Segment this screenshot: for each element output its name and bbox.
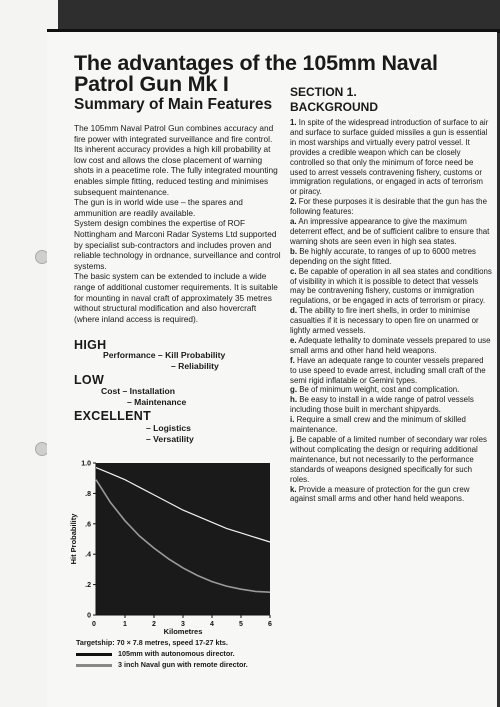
x-tick-label: 2 xyxy=(152,621,156,628)
background-paragraph xyxy=(290,415,492,435)
lead-paragraph: The basic system can be extended to include a wide range of additional customer requirements. It is suitable for mounting in naval craft of approximately 35 metres without structural modification and also hovercraft (where inland access is required). xyxy=(74,271,278,324)
background-paragraph xyxy=(290,356,492,386)
paragraph-text: Have an adequate range to counter vessels prepared to use speed to evade arrest, including small craft of the semi rigid inflatable or Gemini types. xyxy=(290,355,486,385)
paragraph-key: h. xyxy=(290,395,298,405)
paragraph-key: d. xyxy=(290,306,298,316)
background-paragraph xyxy=(290,197,492,217)
background-paragraph xyxy=(290,118,492,197)
section-number: SECTION 1. xyxy=(290,85,357,99)
feature-low-label: LOW xyxy=(74,373,105,387)
x-tick-label: 1 xyxy=(123,621,127,628)
feature-excellent-label: EXCELLENT xyxy=(74,409,152,423)
feature-high-line: Performance – Kill Probability xyxy=(103,350,226,360)
plot-area xyxy=(96,463,270,615)
background-paragraph xyxy=(290,336,492,356)
x-tick-label: 3 xyxy=(181,621,185,628)
background-section xyxy=(290,118,492,504)
legend-label: 105mm with autonomous director. xyxy=(118,649,235,658)
paragraph-key: i. xyxy=(290,415,295,425)
paragraph-key: 2. xyxy=(290,197,297,207)
y-tick-label: .8 xyxy=(85,490,91,498)
lead-paragraph: The 105mm Naval Patrol Gun combines accuracy and fire power with integrated surveillance and fire control. Its inherent accuracy provides a high kill probability at low cost and allows the close placement of warning shots in a peacetime role. The fully integrated mounting enables simple fitting, reduced testing and minimises subsequent maintenance. xyxy=(74,123,278,197)
legend-entry xyxy=(76,660,248,669)
paragraph-key: g. xyxy=(290,385,298,395)
background-paragraph xyxy=(290,485,492,505)
y-axis-label: Hit Probability xyxy=(69,513,78,565)
lead-paragraph: System design combines the expertise of ROF Nottingham and Marconi Radar Systems Ltd supported by specialist sub-contractors and includes proven and reliable technology in ordnance, surveillance and control systems. xyxy=(74,218,281,271)
paragraph-text: In spite of the widespread introduction of surface to air and surface to surface guided missiles a gun is essential in most warships and virtually every patrol vessel. It provides a credible weapon which can be closely controlled so that only the minimum of force need be used to arrest vessels contravening fishery, customs or immigration regulations, or engaged in acts of terrorism or piracy. xyxy=(290,118,489,197)
chart-caption: Targetship: 70 × 7.8 metres, speed 17-27 kts. xyxy=(76,638,228,647)
y-tick-label: 0 xyxy=(87,612,91,620)
paragraph-key: e. xyxy=(290,335,297,345)
legend-label: 3 inch Naval gun with remote director. xyxy=(118,660,248,669)
background-paragraph xyxy=(290,247,492,267)
paragraph-text: Be capable of operation in all sea states and conditions of visibility in which it is possible to detect that vessels may be contravening fishery, customs or immigration regulations, or be engaged in acts of terrorism or piracy. xyxy=(290,266,492,306)
feature-excellent-line: – Versatility xyxy=(146,434,194,444)
feature-excellent-line: – Logistics xyxy=(146,423,191,433)
feature-low-line: Cost – Installation xyxy=(101,386,176,396)
paragraph-key: f. xyxy=(290,355,295,365)
paragraph-text: Be highly accurate, to ranges of up to 6000 metres depending on the sight fitted. xyxy=(290,246,476,266)
lead-paragraph: The gun is in world wide use – the spares and ammunition are readily available. xyxy=(74,197,243,218)
paragraph-text: Be easy to install in a wide range of patrol vessels including those built in merchant shipyards. xyxy=(290,395,474,415)
x-tick-label: 4 xyxy=(210,621,214,628)
page-title: The advantages of the 105mm Naval Patrol Gun Mk I xyxy=(74,51,438,96)
hit-probability-chart xyxy=(68,455,278,635)
lead-text xyxy=(74,123,282,324)
feature-high-line: – Reliability xyxy=(171,361,219,371)
y-tick-label: 1.0 xyxy=(81,460,91,468)
y-tick-label: .2 xyxy=(85,582,91,590)
paragraph-text: Be of minimum weight, cost and complication. xyxy=(297,385,460,395)
legend-swatch xyxy=(76,664,112,667)
paragraph-text: Be capable of a limited number of secondary war roles without complicating the design or requiring additional maintenance, but not necessarily to the performance standards of weapons designed specifically for such roles. xyxy=(290,435,487,484)
x-tick-label: 6 xyxy=(268,621,272,628)
x-tick-label: 0 xyxy=(92,621,96,628)
y-tick-label: .6 xyxy=(85,521,91,529)
paragraph-key: 1. xyxy=(290,118,297,127)
paragraph-key: k. xyxy=(290,484,297,494)
paragraph-text: Provide a measure of protection for the gun crew against small arms and other hand held weapons. xyxy=(290,484,470,504)
paragraph-text: For these purposes it is desirable that the gun has the following features: xyxy=(290,197,487,217)
background-paragraph xyxy=(290,385,492,395)
paragraph-key: b. xyxy=(290,246,298,256)
x-tick-label: 5 xyxy=(239,621,243,628)
background-paragraph xyxy=(290,435,492,485)
background-paragraph xyxy=(290,306,492,336)
section-name: BACKGROUND xyxy=(290,100,378,114)
x-axis-label: Kilometres xyxy=(163,627,203,635)
paragraph-text: The ability to fire inert shells, in order to minimise casualties if it is necessary to open fire on unarmed or lightly armed vessels. xyxy=(290,306,479,336)
legend-entry xyxy=(76,649,235,658)
page-subtitle: Summary of Main Features xyxy=(74,96,273,113)
background-paragraph xyxy=(290,217,492,247)
paragraph-text: Adequate lethality to dominate vessels prepared to use small arms and other hand held weapons. xyxy=(290,335,491,355)
paragraph-key: a. xyxy=(290,217,297,227)
background-paragraph xyxy=(290,395,492,415)
legend-swatch xyxy=(76,653,112,656)
paragraph-key: c. xyxy=(290,266,297,276)
background-paragraph xyxy=(290,267,492,307)
section-heading xyxy=(290,85,378,115)
y-tick-label: .4 xyxy=(85,551,91,559)
paragraph-text: Require a small crew and the minimum of skilled maintenance. xyxy=(290,415,466,435)
feature-low-line: – Maintenance xyxy=(127,397,187,407)
paragraph-key: j. xyxy=(290,435,295,444)
paragraph-text: An impressive appearance to give the maximum deterrent effect, and be of sufficient calibre to ensure that warning shots are seen even in high sea states. xyxy=(290,217,490,246)
feature-high-label: HIGH xyxy=(74,338,107,352)
